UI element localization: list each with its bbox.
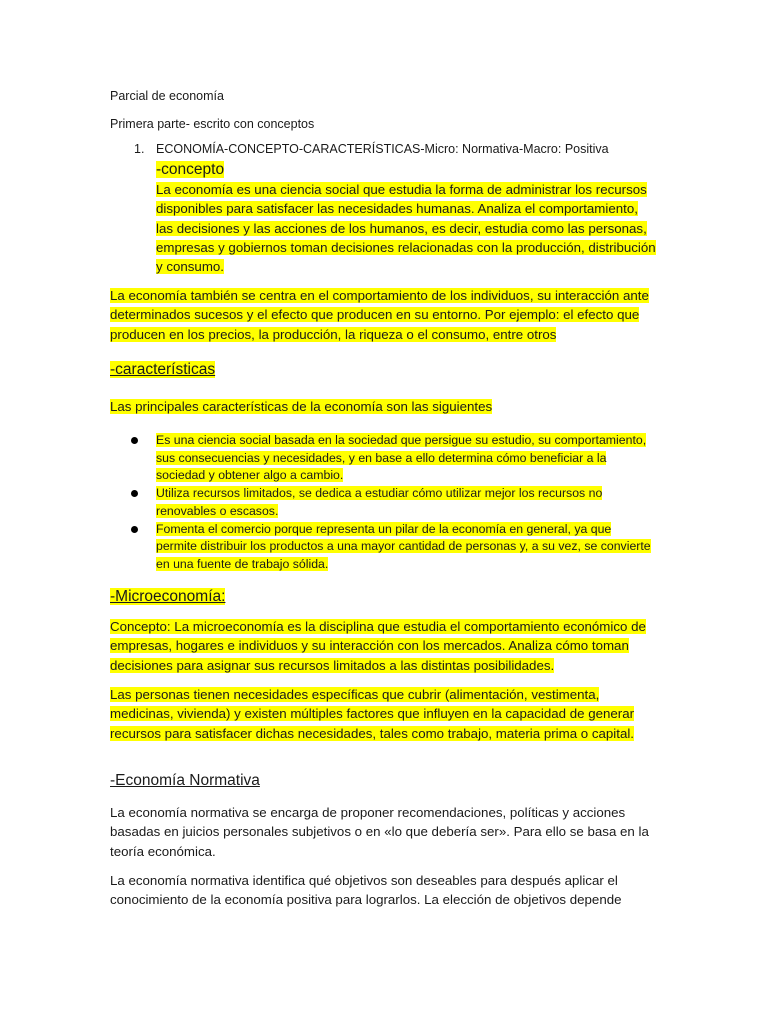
caracteristicas-intro: Las principales características de la economía son las siguientes	[110, 399, 493, 414]
caracteristicas-heading: -características	[110, 361, 216, 378]
bullet-dot-icon	[131, 437, 138, 444]
concepto-section	[156, 160, 656, 276]
bullet-item: Es una ciencia social basada en la sociedad que persigue su estudio, su comportamiento, sus consecuencias y necesidades, y en base a ello determina cómo beneficiar a la sociedad y obtener algo a cambio.	[131, 432, 651, 485]
document-title: Parcial de economía	[110, 89, 224, 103]
normativa-heading: -Economía Normativa	[110, 772, 260, 789]
normativa-paragraph-2: La economía normativa identifica qué objetivos son deseables para después aplicar el conocimiento de la economía positiva para lograrlos. La elección de objetivos depende	[110, 873, 622, 908]
micro-concepto-paragraph: Concepto: La microeconomía es la disciplina que estudia el comportamiento económico de empresas, hogares e individuos y su interacción con los mercados. Analiza cómo toman decisiones para asignar sus recursos limitados a las distintas posibilidades.	[110, 619, 646, 673]
list-item-text: ECONOMÍA-CONCEPTO-CARACTERÍSTICAS-Micro: Normativa-Macro: Positiva	[156, 142, 609, 156]
list-number: 1.	[134, 142, 145, 156]
micro-heading-wrap	[110, 587, 658, 607]
concepto-text: La economía es una ciencia social que estudia la forma de administrar los recursos disponibles para satisfacer las necesidades humanas. Analiza el comportamiento, las decisiones y las acciones de los humanos, es decir, estudia como las personas, empresas y gobiernos toman decisiones relacionadas con la producción, distribución y consumo.	[156, 182, 656, 275]
bullet-dot-icon	[131, 490, 138, 497]
caracteristicas-heading-wrap	[110, 360, 658, 380]
bullet-item: Utiliza recursos limitados, se dedica a estudiar cómo utilizar mejor los recursos no renovables o escasos.	[131, 485, 651, 520]
numbered-list-item	[134, 141, 609, 157]
caracteristicas-bullet-list	[131, 432, 651, 574]
bullet-item: Fomenta el comercio porque representa un pilar de la economía en general, ya que permite distribuir los productos a una mayor cantidad de personas y, a su vez, se convierte en una fuente de trabajo sólida.	[131, 521, 651, 574]
bullet-dot-icon	[131, 526, 138, 533]
normativa-paragraph-1: La economía normativa se encarga de proponer recomendaciones, políticas y acciones basadas en juicios personales subjetivos o en «lo que debería ser». Para ello se basa en la teoría económica.	[110, 805, 649, 859]
micro-necesidades-paragraph: Las personas tienen necesidades específicas que cubrir (alimentación, vestimenta, medicinas, vivienda) y existen múltiples factores que influyen en la capacidad de generar recursos para satisfacer dichas necesidades, tales como trabajo, materia prima o capital.	[110, 687, 635, 741]
economia-centra-paragraph: La economía también se centra en el comportamiento de los individuos, su interacción ante determinados sucesos y el efecto que producen en su entorno. Por ejemplo: el efecto que producen en los precios, la producción, la riqueza o el consumo, entre otros	[110, 288, 649, 342]
concepto-heading: -concepto	[156, 161, 225, 178]
micro-heading: -Microeconomía:	[110, 588, 226, 605]
document-subtitle: Primera parte- escrito con conceptos	[110, 117, 315, 131]
